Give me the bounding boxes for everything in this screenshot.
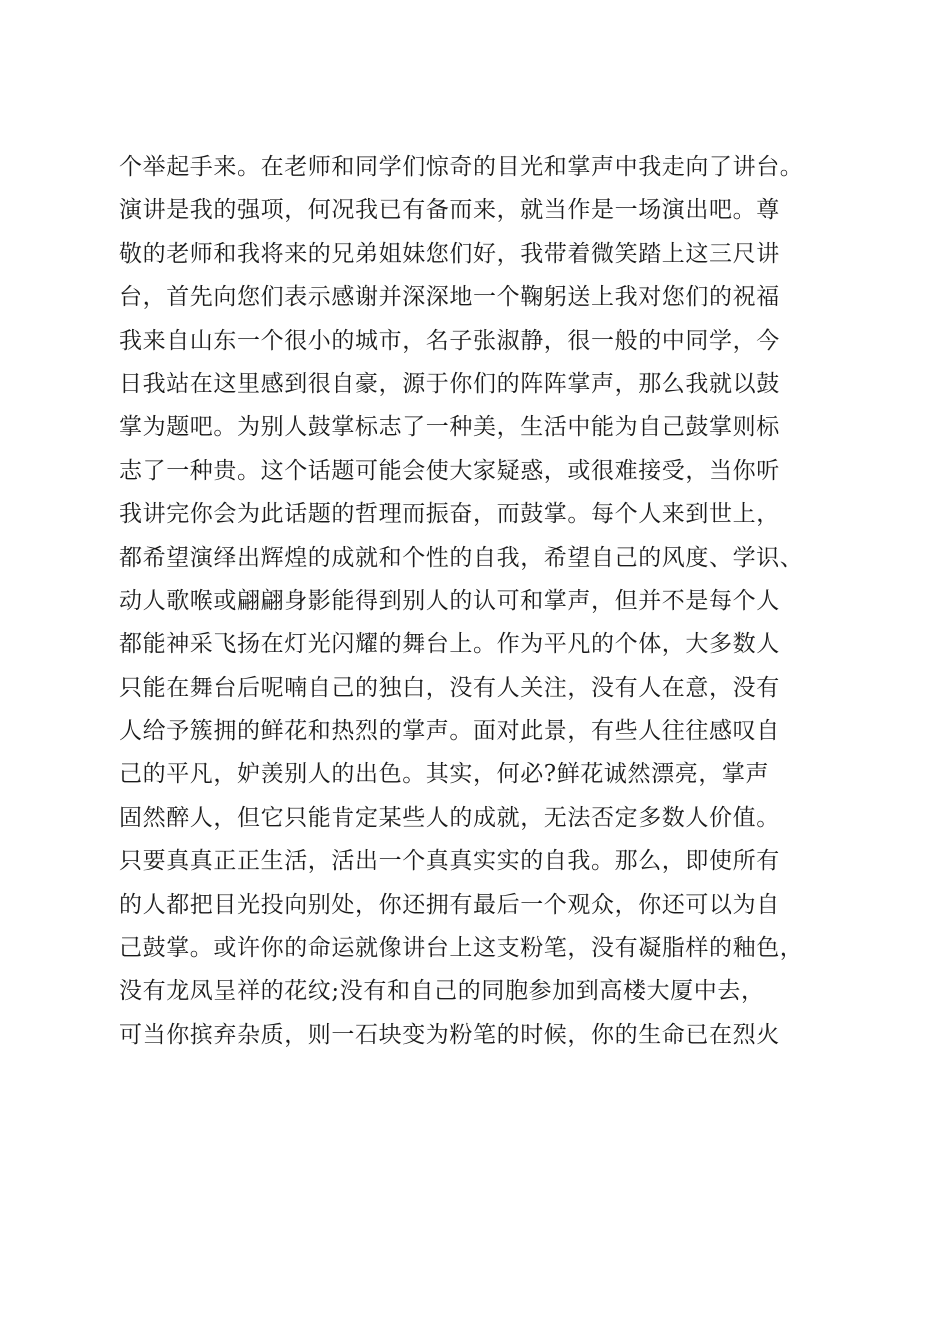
text-line: 敬的老师和我将来的兄弟姐妹您们好，我带着微笑踏上这三尺讲 xyxy=(119,240,780,267)
text-line: 都希望演绎出辉煌的成就和个性的自我，希望自己的风度、学识、 xyxy=(119,544,804,571)
text-line: 己鼓掌。或许你的命运就像讲台上这支粉笔，没有凝脂样的釉色， xyxy=(119,935,804,962)
text-line: 都能神采飞扬在灯光闪耀的舞台上。作为平凡的个体，大多数人 xyxy=(119,631,780,658)
text-line: 可当你摈弃杂质，则一石块变为粉笔的时候，你的生命已在烈火 xyxy=(119,1021,780,1048)
text-line: 演讲是我的强项，何况我已有备而来，就当作是一场演出吧。尊 xyxy=(119,197,780,224)
text-line: 人给予簇拥的鲜花和热烈的掌声。面对此景，有些人往往感叹自 xyxy=(119,718,780,745)
text-line: 志了一种贵。这个话题可能会使大家疑惑，或很难接受，当你听 xyxy=(119,457,780,484)
text-line: 固然醉人，但它只能肯定某些人的成就，无法否定多数人价值。 xyxy=(119,804,780,831)
text-line: 只能在舞台后呢喃自己的独白，没有人关注，没有人在意，没有 xyxy=(119,674,780,701)
text-line: 掌为题吧。为别人鼓掌标志了一种美，生活中能为自己鼓掌则标 xyxy=(119,414,780,441)
text-line: 个举起手来。在老师和同学们惊奇的目光和掌声中我走向了讲台。 xyxy=(119,154,804,180)
body-text xyxy=(119,146,859,1057)
text-line: 动人歌喉或翩翩身影能得到别人的认可和掌声，但并不是每个人 xyxy=(119,587,780,614)
text-line: 我讲完你会为此话题的哲理而振奋，而鼓掌。每个人来到世上， xyxy=(119,501,780,528)
text-line: 只要真真正正生活，活出一个真真实实的自我。那么，即使所有 xyxy=(119,848,780,875)
text-line: 没有龙凤呈祥的花纹;没有和自己的同胞参加到高楼大厦中去， xyxy=(119,978,765,1005)
text-line: 台，首先向您们表示感谢并深深地一个鞠躬送上我对您们的祝福 xyxy=(119,284,780,311)
text-line: 我来自山东一个很小的城市，名子张淑静，很一般的中同学，今 xyxy=(119,327,780,354)
text-line: 的人都把目光投向别处，你还拥有最后一个观众，你还可以为自 xyxy=(119,891,780,918)
text-line: 日我站在这里感到很自豪，源于你们的阵阵掌声，那么我就以鼓 xyxy=(119,370,780,397)
text-line: 己的平凡，妒羡别人的出色。其实，何必?鲜花诚然漂亮，掌声 xyxy=(119,761,770,788)
